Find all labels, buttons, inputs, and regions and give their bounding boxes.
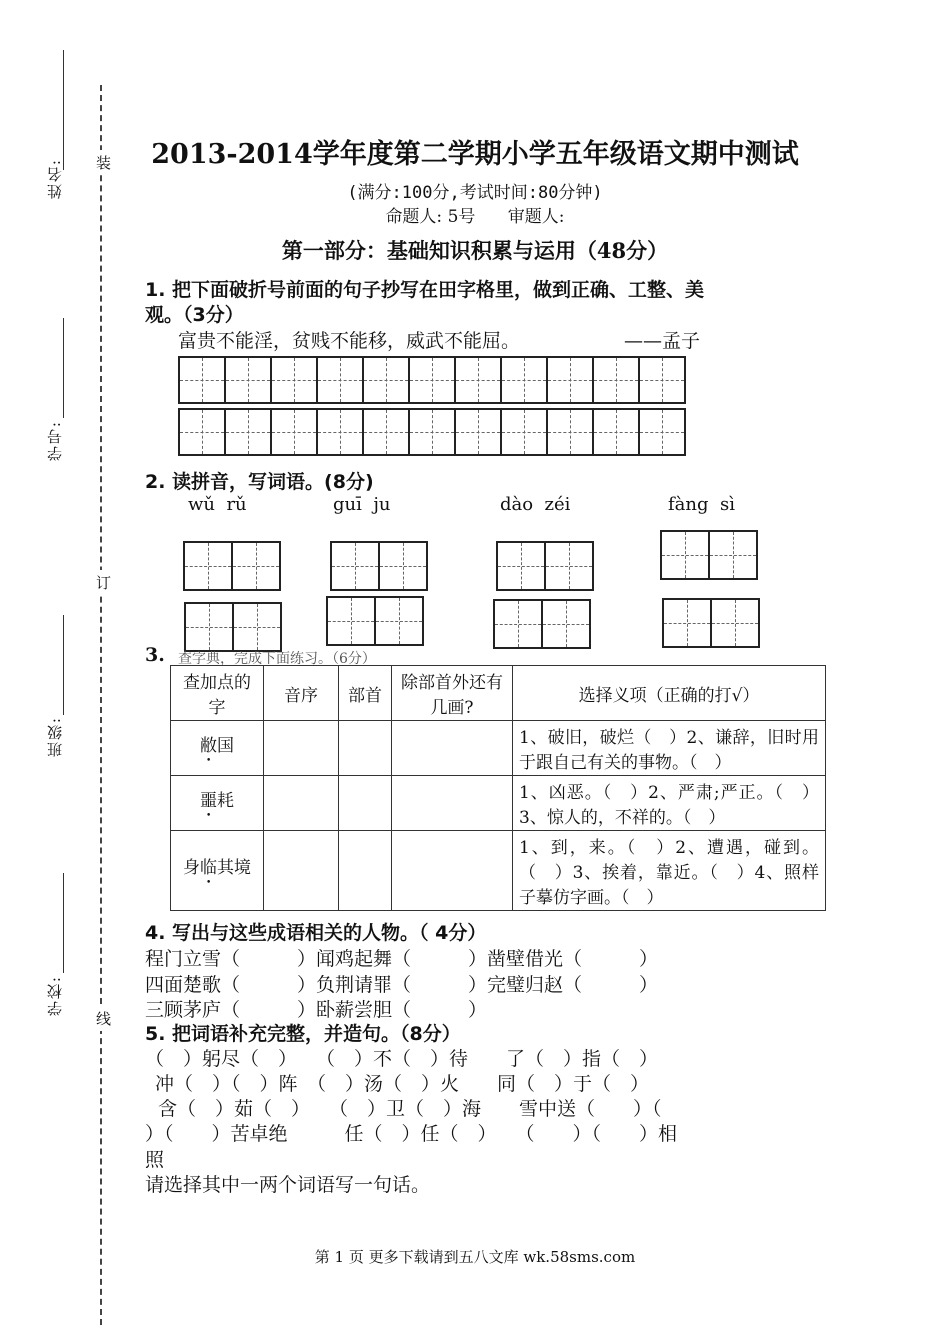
dictionary-table bbox=[170, 665, 826, 911]
q1-title: 1. 把下面破折号前面的句子抄写在田字格里，做到正确、工整、美 bbox=[145, 279, 705, 301]
school-label: 学校: bbox=[46, 975, 64, 1017]
answer-box-5[interactable] bbox=[186, 602, 282, 652]
id-line bbox=[63, 318, 64, 418]
answer-box-3[interactable] bbox=[498, 541, 594, 591]
col-order: 音序 bbox=[264, 666, 339, 721]
q4-line-2: 四面楚歌（ ）负荆请罪（ ）完璧归赵（ ） bbox=[145, 974, 659, 996]
class-line bbox=[63, 615, 64, 715]
order-answer[interactable] bbox=[264, 831, 339, 911]
radical-answer[interactable] bbox=[339, 776, 392, 831]
q1-writing-grid-row2[interactable] bbox=[180, 410, 686, 456]
name-label: 姓名: bbox=[46, 158, 64, 200]
dotted-char: 临 bbox=[200, 858, 217, 878]
q1-sentence: 富贵不能淫，贫贱不能移，威武不能屈。 bbox=[178, 330, 521, 352]
page-title: 2013-2014学年度第二学期小学五年级语文期中测试 bbox=[151, 139, 799, 170]
strokes-answer[interactable] bbox=[392, 776, 513, 831]
word-rest: 国 bbox=[217, 735, 234, 756]
page-footer: 第 1 页 更多下载请到五八文库 wk.58sms.com bbox=[314, 1248, 636, 1266]
answer-box-7[interactable] bbox=[495, 599, 591, 649]
answer-box-8[interactable] bbox=[664, 598, 760, 648]
q5-line-2: 冲（ ）（ ）阵 （ ）汤（ ）火 同（ ）于（ ） bbox=[155, 1073, 650, 1095]
table-header-row bbox=[171, 666, 826, 721]
radical-answer[interactable] bbox=[339, 721, 392, 776]
q1-attribution: ——孟子 bbox=[624, 330, 701, 352]
bind-char-zhuang: 装 bbox=[96, 150, 111, 175]
table-row bbox=[171, 776, 826, 831]
q5-prompt: 请选择其中一两个词语写一句话。 bbox=[145, 1174, 431, 1196]
word-cell bbox=[171, 721, 264, 776]
dotted-char: 噩 bbox=[200, 790, 217, 811]
pinyin-3: dào zéi bbox=[500, 494, 571, 515]
q5-line-5: 照 bbox=[145, 1149, 165, 1171]
dotted-char: 敝 bbox=[200, 735, 217, 756]
answer-box-4[interactable] bbox=[662, 530, 758, 580]
binding-dashed-line bbox=[100, 85, 102, 1325]
word-cell bbox=[171, 831, 264, 911]
q3-instruction: 查字典，完成下面练习。（6分） bbox=[178, 651, 376, 667]
q4-line-1: 程门立雪（ ）闻鸡起舞（ ）凿壁借光（ ） bbox=[145, 948, 659, 970]
q5-line-3: 含（ ）茹（ ） （ ）卫（ ）海 雪中送（ ）（ bbox=[158, 1098, 662, 1120]
word-pre: 身 bbox=[183, 858, 200, 878]
q2-title: 2. 读拼音，写词语。(8分) bbox=[145, 471, 374, 493]
class-label: 班级: bbox=[46, 716, 64, 758]
q5-line-1: （ ）躬尽（ ） （ ）不（ ）待 了（ ）指（ ） bbox=[145, 1048, 659, 1070]
strokes-answer[interactable] bbox=[392, 831, 513, 911]
q4-line-3: 三顾茅庐（ ）卧薪尝胆（ ） bbox=[145, 999, 488, 1021]
bind-char-ding: 订 bbox=[96, 570, 111, 595]
pinyin-1: wǔ rǔ bbox=[188, 494, 247, 515]
radical-answer[interactable] bbox=[339, 831, 392, 911]
meaning-options: 1、到，来。（ ）2、遭遇，碰到。（ ）3、挨着，靠近。（ ）4、照样子摹仿字画。（ ） bbox=[513, 831, 826, 911]
answer-box-1[interactable] bbox=[185, 541, 281, 591]
col-strokes: 除部首外还有几画? bbox=[392, 666, 513, 721]
col-char: 查加点的字 bbox=[171, 666, 264, 721]
meaning-options: 1、破旧，破烂（ ）2、谦辞，旧时用于跟自己有关的事物。（ ） bbox=[513, 721, 826, 776]
word-cell bbox=[171, 776, 264, 831]
score-time: (满分:100分,考试时间:80分钟) bbox=[347, 183, 603, 203]
order-answer[interactable] bbox=[264, 776, 339, 831]
school-line bbox=[63, 873, 64, 973]
authors: 命题人: 5号 审题人: bbox=[385, 207, 565, 227]
q3-number: 3. bbox=[145, 644, 165, 666]
table-row bbox=[171, 831, 826, 911]
col-radical: 部首 bbox=[339, 666, 392, 721]
pinyin-4: fàng sì bbox=[668, 494, 735, 515]
pinyin-2: guī ju bbox=[333, 494, 391, 515]
q5-line-4: ）（ ）苦卓绝 任（ ）任（ ） （ ）（ ）相 bbox=[145, 1123, 678, 1145]
bind-char-xian: 线 bbox=[96, 1006, 111, 1031]
word-rest: 耗 bbox=[217, 790, 234, 811]
word-rest: 其境 bbox=[217, 858, 251, 878]
strokes-answer[interactable] bbox=[392, 721, 513, 776]
col-meaning: 选择义项（正确的打√） bbox=[513, 666, 826, 721]
q5-title: 5. 把词语补充完整，并造句。（8分） bbox=[145, 1023, 461, 1045]
q1-title-cont: 观。（3分） bbox=[145, 304, 244, 326]
order-answer[interactable] bbox=[264, 721, 339, 776]
table-row bbox=[171, 721, 826, 776]
answer-box-2[interactable] bbox=[332, 541, 428, 591]
part1-heading: 第一部分：基础知识积累与运用（48分） bbox=[281, 238, 669, 263]
q1-writing-grid-row1[interactable] bbox=[180, 358, 686, 404]
q4-title: 4. 写出与这些成语相关的人物。（ 4分） bbox=[145, 922, 487, 944]
answer-box-6[interactable] bbox=[328, 596, 424, 646]
meaning-options: 1、凶恶。（ ）2、严肃;严正。（ ）3、惊人的，不祥的。（ ） bbox=[513, 776, 826, 831]
id-label: 学号: bbox=[46, 420, 64, 462]
